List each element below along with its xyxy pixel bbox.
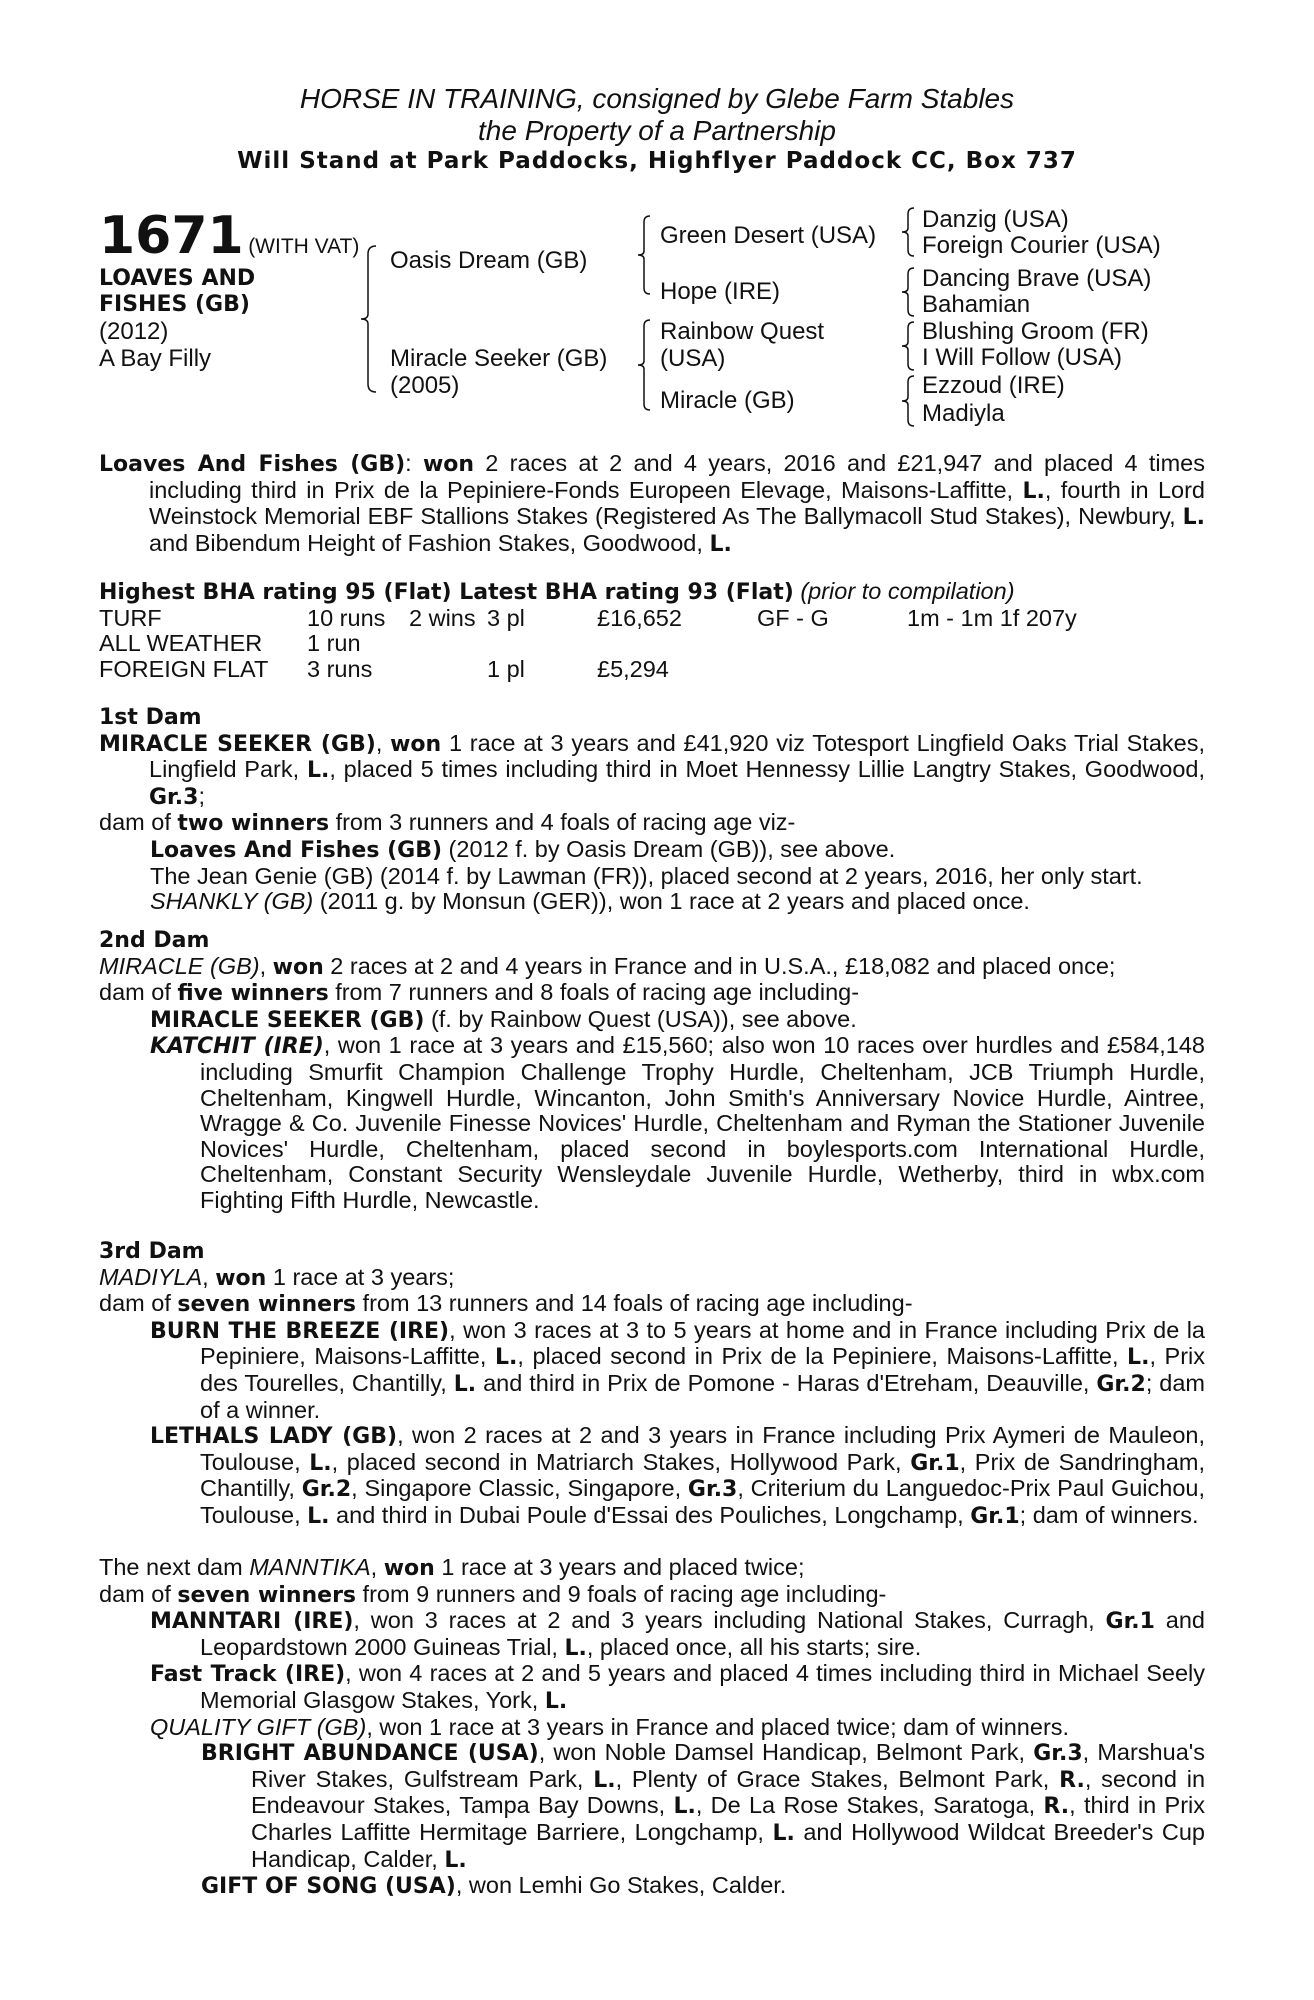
pedigree-brace-1 (358, 244, 380, 394)
horse-name-line2: FISHES (GB) (99, 292, 250, 317)
grandsire-6: I Will Follow (USA) (922, 344, 1123, 371)
consignor-line: HORSE IN TRAINING, consigned by Glebe Farm Stables (299, 83, 1015, 114)
third-dam-section: 3rd Dam MADIYLA, won 1 race at 3 years; dam of seven winners from 13 runners and 14 foals of racing age including- BURN THE BREEZE (IRE), won 3 races at 3 to 5 years at home and in France including Prix de la Pepiniere, Maisons-Laffitte, L., placed second in Prix de la Pepiniere, Maisons-Laffitte, L., Prix des Tourelles, Chantilly, L. and third in Prix de Pomone - Haras d'Etreham, Deauville, Gr.2; dam of a winner. LETHALS LADY (GB), won 2 races at 2 and 3 years in France including Prix Aymeri de Mauleon, Toulouse, L., placed second in Matriarch Stakes, Hollywood Park, Gr.1, Prix de Sandringham, Chantilly, Gr.2, Singapore Classic, Singapore, Gr.3, Criterium du Languedoc-Prix Paul Guichou, Toulouse, L. and third in Dubai Poule d'Essai des Pouliches, Longchamp, Gr.1; dam of winners. (99, 1239, 1206, 1529)
lot-number-block (99, 206, 359, 266)
property-line: the Property of a Partnership (478, 115, 836, 146)
horse-name-line1: LOAVES AND (99, 266, 256, 291)
dam-year: (2005) (390, 372, 460, 399)
grandsire-5: Blushing Groom (FR) (922, 318, 1149, 345)
horse-description: A Bay Filly (99, 345, 212, 372)
second-dam-section: 2nd Dam MIRACLE (GB), won 2 races at 2 and 4 years in France and in U.S.A., £18,082 and placed once; dam of five winners from 7 runners and 8 foals of racing age including- MIRACLE SEEKER (GB) (f. by Rainbow Quest (USA)), see above. KATCHIT (IRE), won 1 race at 3 years and £15,560; also won 10 races over hurdles and £584,148 including Smurfit Champion Challenge Trophy Hurdle, Cheltenham, JCB Triumph Hurdle, Cheltenham, Kingwell Hurdle, Wincanton, John Smith's Anniversary Novice Hurdle, Aintree, Wragge & Co. Juvenile Finesse Novices' Hurdle, Cheltenham and Ryman the Stationer Juvenile Novices' Hurdle, Cheltenham, placed second in boylesports.com International Hurdle, Cheltenham, Constant Security Wensleydale Juvenile Hurdle, Wetherby, third in wbx.com Fighting Fifth Hurdle, Newcastle. (99, 928, 1206, 1213)
pedigree-brace-3 (634, 318, 656, 412)
pedigree-brace-2 (634, 214, 656, 296)
lot-number: 1671 (99, 206, 244, 266)
grandsire-4: Bahamian (922, 291, 1031, 318)
grandsire-7: Ezzoud (IRE) (922, 372, 1065, 399)
sire-sire: Green Desert (USA) (660, 222, 877, 249)
ratings-block (99, 579, 1205, 682)
summary-horse-name: Loaves And Fishes (GB) (99, 452, 406, 477)
ratings-row: ALL WEATHER 1 run (99, 630, 361, 657)
dam-dam: Miracle (GB) (660, 387, 795, 414)
location-line: Will Stand at Park Paddocks, Highflyer Paddock CC, Box 737 (237, 148, 1077, 174)
vat-note: (WITH VAT) (248, 235, 360, 258)
dam-name: MIRACLE (GB) (99, 952, 260, 979)
section-heading: 1st Dam (99, 705, 202, 730)
dam-name: MANNTIKA (249, 1554, 371, 1580)
ratings-row: TURF 10 runs 2 wins 3 pl £16,652 GF - G 1m - 1m 1f 207y (99, 604, 1077, 631)
section-heading: 2nd Dam (99, 928, 210, 953)
sire: Oasis Dream (GB) (390, 247, 588, 274)
pedigree-brace-6 (898, 320, 920, 372)
foaling-year: (2012) (99, 318, 169, 345)
dam-sire-line1: Rainbow Quest (660, 318, 825, 345)
grandsire-8: Madiyla (922, 400, 1005, 427)
dam-name: Miracle Seeker (GB) (390, 345, 608, 372)
pedigree-brace-4 (898, 206, 920, 258)
dam-name: MADIYLA (99, 1263, 203, 1290)
dam-name: MIRACLE SEEKER (GB) (99, 731, 376, 757)
pedigree-brace-7 (898, 374, 920, 428)
grandsire-2: Foreign Courier (USA) (922, 232, 1161, 259)
next-dam-section: The next dam MANNTIKA, won 1 race at 3 years and placed twice; dam of seven winners from 9 runners and 9 foals of racing age including- MANNTARI (IRE), won 3 races at 2 and 3 years including National Stakes, Curragh, Gr.1 and Leopardstown 2000 Guineas Trial, L., placed once, all his starts; sire. Fast Track (IRE), won 4 races at 2 and 5 years and placed 4 times including third in Michael Seely Memorial Glasgow Stakes, York, L. QUALITY GIFT (GB), won 1 race at 3 years in France and placed twice; dam of winners. BRIGHT ABUNDANCE (USA), won Noble Damsel Handicap, Belmont Park, Gr.3, Marshua's River Stakes, Gulfstream Park, L., Plenty of Grace Stakes, Belmont Park, R., second in Endeavour Stakes, Tampa Bay Downs, L., De La Rose Stakes, Saratoga, R., third in Prix Charles Laffitte Hermitage Barriere, Longchamp, L. and Hollywood Wildcat Breeder's Cup Handicap, Calder, L. GIFT OF SONG (USA), won Lemhi Go Stakes, Calder. (99, 1554, 1206, 1900)
ratings-note: (prior to compilation) (800, 578, 1015, 604)
ratings-headline: Highest BHA rating 95 (Flat) Latest BHA rating 93 (Flat) (99, 580, 794, 605)
first-dam-section: 1st Dam MIRACLE SEEKER (GB), won 1 race at 3 years and £41,920 viz Totesport Lingfield Oaks Trial Stakes, Lingfield Park, L., placed 5 times including third in Moet Hennessy Lillie Langtry Stakes, Goodwood, Gr.3; dam of two winners from 3 runners and 4 foals of racing age viz- Loaves And Fishes (GB) (2012 f. by Oasis Dream (GB)), see above. The Jean Genie (GB) (2014 f. by Lawman (FR)), placed second at 2 years, 2016, her only start. SHANKLY (GB) (2011 g. by Monsun (GER)), won 1 race at 2 years and placed once. (99, 705, 1206, 915)
grandsire-3: Dancing Brave (USA) (922, 265, 1152, 292)
ratings-row: FOREIGN FLAT 3 runs 1 pl £5,294 (99, 655, 669, 682)
pedigree-brace-5 (898, 266, 920, 318)
sire-dam: Hope (IRE) (660, 278, 781, 305)
racing-summary: Loaves And Fishes (GB): won 2 races at 2 and 4 years, 2016 and £21,947 and placed 4 times including third in Prix de la Pepiniere-Fonds Europeen Elevage, Maisons-Laffitte, L., fourth in Lord Weinstock Memorial EBF Stallions Stakes (Registered As The Ballymacoll Stud Stakes), Newbury, L. and Bibendum Height of Fashion Stakes, Goodwood, L. (99, 450, 1206, 557)
grandsire-1: Danzig (USA) (922, 206, 1069, 233)
section-heading: 3rd Dam (99, 1239, 205, 1264)
dam-sire-line2: (USA) (660, 345, 726, 372)
